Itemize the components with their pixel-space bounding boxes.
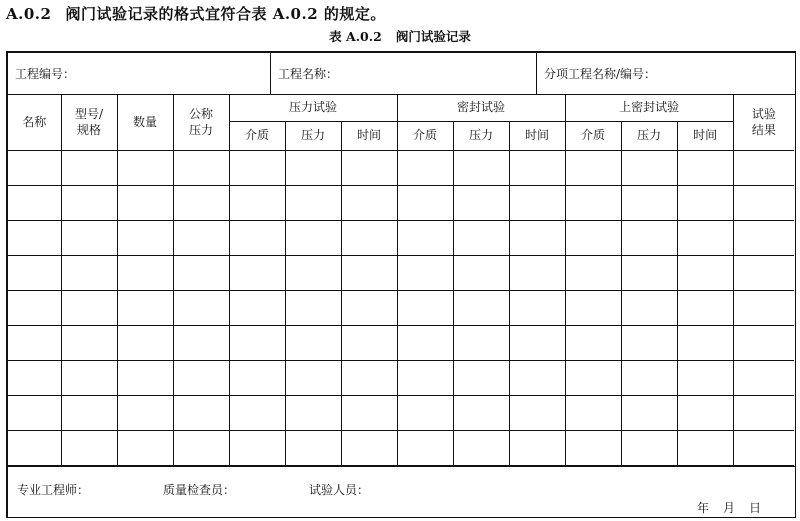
table-cell[interactable] <box>229 361 285 396</box>
table-cell[interactable] <box>61 256 117 291</box>
table-cell[interactable] <box>453 361 509 396</box>
table-cell[interactable] <box>621 396 677 431</box>
table-cell[interactable] <box>509 291 565 326</box>
table-cell[interactable] <box>8 151 61 186</box>
table-cell[interactable] <box>733 256 794 291</box>
table-cell[interactable] <box>733 186 794 221</box>
clause-text: 阀门试验记录的格式宜符合表 A.0.2 的规定。 <box>65 5 386 23</box>
date-month: 月 <box>722 501 735 515</box>
date-day: 日 <box>748 501 761 515</box>
clause-number: A.0.2 <box>6 5 52 23</box>
caption-number: 表 A.0.2 <box>329 29 382 44</box>
table-cell[interactable] <box>8 396 61 431</box>
table-body <box>8 151 794 466</box>
table-cell[interactable] <box>173 256 229 291</box>
table-cell[interactable] <box>509 361 565 396</box>
test-record-table <box>8 95 794 466</box>
table-cell[interactable] <box>8 186 61 221</box>
table-cell[interactable] <box>61 221 117 256</box>
project-number-field[interactable]: 工程编号： <box>8 53 271 94</box>
table-cell[interactable] <box>509 396 565 431</box>
table-cell[interactable] <box>565 396 621 431</box>
date-field[interactable] <box>697 499 761 516</box>
signature-footer <box>8 466 795 518</box>
table-cell[interactable] <box>733 151 794 186</box>
table-cell[interactable] <box>285 186 341 221</box>
table-cell[interactable] <box>621 256 677 291</box>
table-row <box>8 361 794 396</box>
table-cell[interactable] <box>397 221 453 256</box>
table-cell[interactable] <box>285 396 341 431</box>
table-cell[interactable] <box>8 431 61 466</box>
table-cell[interactable] <box>61 151 117 186</box>
project-name-field[interactable]: 工程名称： <box>271 53 537 94</box>
table-cell[interactable] <box>565 361 621 396</box>
table-cell[interactable] <box>341 221 397 256</box>
table-cell[interactable] <box>117 256 173 291</box>
subheader-medium: 介质 <box>565 122 621 151</box>
table-cell[interactable] <box>285 361 341 396</box>
table-cell[interactable] <box>453 431 509 466</box>
table-cell[interactable] <box>341 326 397 361</box>
sub-project-field[interactable]: 分项工程名称/编号： <box>544 67 657 81</box>
table-cell[interactable] <box>677 256 733 291</box>
table-cell[interactable] <box>509 186 565 221</box>
table-cell[interactable] <box>509 256 565 291</box>
table-cell[interactable] <box>677 291 733 326</box>
table-cell[interactable] <box>229 431 285 466</box>
table-cell[interactable] <box>677 186 733 221</box>
table-cell[interactable] <box>453 396 509 431</box>
header-upper-seal-test: 上密封试验 <box>565 95 733 122</box>
table-cell[interactable] <box>61 431 117 466</box>
table-cell[interactable] <box>117 151 173 186</box>
table-cell[interactable] <box>173 396 229 431</box>
table-cell[interactable] <box>397 396 453 431</box>
clause-heading <box>6 3 386 24</box>
table-row <box>8 291 794 326</box>
table-row <box>8 396 794 431</box>
table-cell[interactable] <box>397 431 453 466</box>
table-cell[interactable] <box>341 396 397 431</box>
table-cell[interactable] <box>229 291 285 326</box>
table-cell[interactable] <box>733 326 794 361</box>
table-cell[interactable] <box>117 186 173 221</box>
table-cell[interactable] <box>453 186 509 221</box>
table-cell[interactable] <box>61 186 117 221</box>
header-quantity: 数量 <box>117 95 173 151</box>
table-cell[interactable] <box>173 431 229 466</box>
table-cell[interactable] <box>8 221 61 256</box>
subheader-time: 时间 <box>677 122 733 151</box>
table-cell[interactable] <box>397 256 453 291</box>
table-cell[interactable] <box>61 326 117 361</box>
header-row-1 <box>8 95 794 122</box>
table-cell[interactable] <box>8 361 61 396</box>
table-cell[interactable] <box>173 151 229 186</box>
table-cell[interactable] <box>677 361 733 396</box>
table-cell[interactable] <box>565 291 621 326</box>
table-cell[interactable] <box>397 291 453 326</box>
header-nominal-pressure: 公称 压力 <box>173 95 229 151</box>
header-pressure-test: 压力试验 <box>229 95 397 122</box>
table-cell[interactable] <box>565 256 621 291</box>
table-cell[interactable] <box>509 431 565 466</box>
table-cell[interactable] <box>397 151 453 186</box>
subheader-pressure: 压力 <box>621 122 677 151</box>
table-cell[interactable] <box>565 431 621 466</box>
table-cell[interactable] <box>285 221 341 256</box>
table-cell[interactable] <box>341 361 397 396</box>
inspector-signature[interactable]: 质量检查员： <box>163 483 236 497</box>
table-cell[interactable] <box>229 186 285 221</box>
table-cell[interactable] <box>677 221 733 256</box>
table-cell[interactable] <box>621 326 677 361</box>
header-name: 名称 <box>8 95 61 151</box>
table-row <box>8 186 794 221</box>
subheader-time: 时间 <box>341 122 397 151</box>
table-cell[interactable] <box>397 186 453 221</box>
table-cell[interactable] <box>453 326 509 361</box>
table-cell[interactable] <box>173 291 229 326</box>
table-row <box>8 221 794 256</box>
table-cell[interactable] <box>285 256 341 291</box>
table-cell[interactable] <box>341 291 397 326</box>
table-row <box>8 256 794 291</box>
table-row <box>8 151 794 186</box>
table-cell[interactable] <box>621 291 677 326</box>
table-cell[interactable] <box>733 221 794 256</box>
table-cell[interactable] <box>621 361 677 396</box>
table-cell[interactable] <box>61 396 117 431</box>
table-cell[interactable] <box>677 431 733 466</box>
table-cell[interactable] <box>453 256 509 291</box>
valve-test-record-form <box>6 51 796 518</box>
table-cell[interactable] <box>117 361 173 396</box>
caption-title: 阀门试验记录 <box>395 29 471 44</box>
table-cell[interactable] <box>285 326 341 361</box>
table-cell[interactable] <box>509 151 565 186</box>
subheader-pressure: 压力 <box>285 122 341 151</box>
header-test-result: 试验 结果 <box>733 95 794 151</box>
table-cell[interactable] <box>733 396 794 431</box>
table-cell[interactable] <box>453 221 509 256</box>
table-cell[interactable] <box>173 326 229 361</box>
table-cell[interactable] <box>173 186 229 221</box>
table-cell[interactable] <box>8 326 61 361</box>
table-cell[interactable] <box>173 361 229 396</box>
table-cell[interactable] <box>61 361 117 396</box>
table-cell[interactable] <box>117 291 173 326</box>
table-cell[interactable] <box>117 396 173 431</box>
subheader-pressure: 压力 <box>453 122 509 151</box>
header-model-spec: 型号/ 规格 <box>61 95 117 151</box>
table-cell[interactable] <box>565 186 621 221</box>
header-seal-test: 密封试验 <box>397 95 565 122</box>
table-cell[interactable] <box>397 326 453 361</box>
info-row <box>8 53 795 95</box>
date-year: 年 <box>696 501 709 515</box>
subheader-medium: 介质 <box>229 122 285 151</box>
table-cell[interactable] <box>285 151 341 186</box>
table-cell[interactable] <box>229 151 285 186</box>
table-cell[interactable] <box>565 326 621 361</box>
subheader-time: 时间 <box>509 122 565 151</box>
table-cell[interactable] <box>117 431 173 466</box>
table-cell[interactable] <box>173 221 229 256</box>
table-cell[interactable] <box>229 396 285 431</box>
table-cell[interactable] <box>453 291 509 326</box>
table-cell[interactable] <box>341 431 397 466</box>
table-cell[interactable] <box>341 256 397 291</box>
table-cell[interactable] <box>621 186 677 221</box>
table-cell[interactable] <box>341 151 397 186</box>
table-row <box>8 326 794 361</box>
table-cell[interactable] <box>733 291 794 326</box>
table-cell[interactable] <box>117 221 173 256</box>
table-cell[interactable] <box>8 291 61 326</box>
table-cell[interactable] <box>677 151 733 186</box>
table-cell[interactable] <box>733 431 794 466</box>
table-cell[interactable] <box>621 431 677 466</box>
table-row <box>8 431 794 466</box>
table-cell[interactable] <box>341 186 397 221</box>
table-cell[interactable] <box>733 361 794 396</box>
subheader-medium: 介质 <box>397 122 453 151</box>
table-cell[interactable] <box>453 151 509 186</box>
table-caption <box>0 27 800 45</box>
table-cell[interactable] <box>677 396 733 431</box>
table-cell[interactable] <box>509 326 565 361</box>
table-cell[interactable] <box>397 361 453 396</box>
engineer-signature[interactable]: 专业工程师： <box>17 483 90 497</box>
table-cell[interactable] <box>565 151 621 186</box>
table-cell[interactable] <box>8 256 61 291</box>
table-cell[interactable] <box>621 151 677 186</box>
table-cell[interactable] <box>61 291 117 326</box>
tester-signature[interactable]: 试验人员： <box>309 483 370 497</box>
table-cell[interactable] <box>677 326 733 361</box>
table-cell[interactable] <box>285 291 341 326</box>
table-cell[interactable] <box>229 221 285 256</box>
table-cell[interactable] <box>565 221 621 256</box>
table-cell[interactable] <box>509 221 565 256</box>
table-cell[interactable] <box>229 326 285 361</box>
table-cell[interactable] <box>229 256 285 291</box>
table-cell[interactable] <box>285 431 341 466</box>
table-cell[interactable] <box>621 221 677 256</box>
table-cell[interactable] <box>117 326 173 361</box>
